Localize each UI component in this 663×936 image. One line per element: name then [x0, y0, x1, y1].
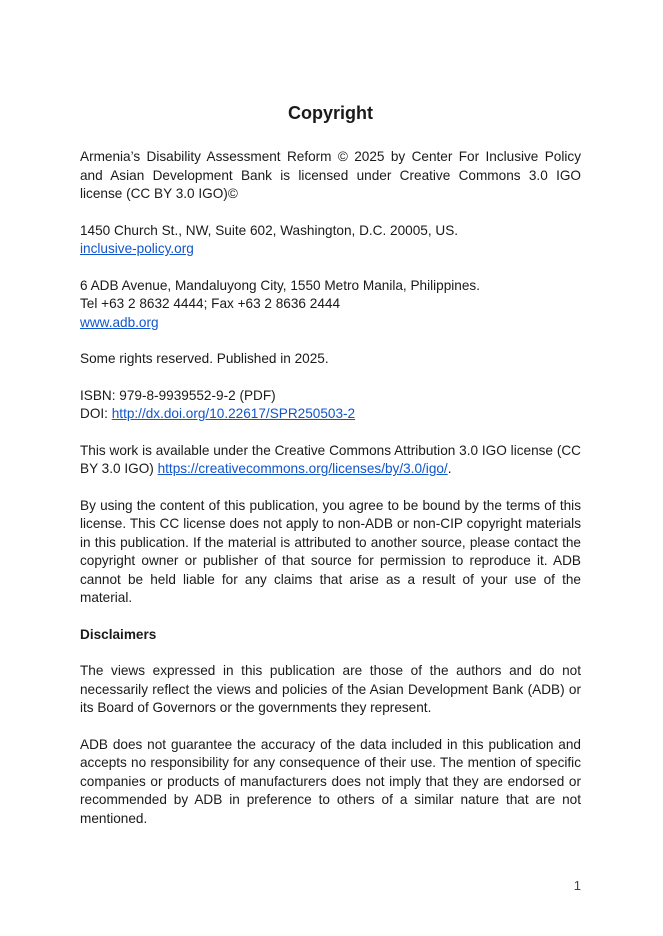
disclaimer-accuracy: ADB does not guarantee the accuracy of the data included in this publication and accepts no responsibility for any consequence of their use. The mention of specific companies or products of manufacturers does not imply that they are endorsed or recommended by ADB in preference to others of a similar nature that are not mentioned.	[80, 736, 581, 826]
cip-contact-block	[80, 222, 581, 259]
adb-contact-block	[80, 277, 581, 333]
cc-license-link[interactable]: https://creativecommons.org/licenses/by/3.0/igo/	[157, 461, 448, 476]
adb-website-link[interactable]: www.adb.org	[80, 314, 159, 330]
doi-label: DOI:	[80, 406, 112, 421]
cip-address: 1450 Church St., NW, Suite 602, Washington, D.C. 20005, US.	[80, 222, 459, 238]
doi-link[interactable]: http://dx.doi.org/10.22617/SPR250503-2	[111, 406, 356, 421]
rights-statement: Some rights reserved. Published in 2025.	[80, 351, 329, 366]
disclaimers-heading: Disclaimers	[80, 626, 157, 642]
adb-phone-fax: Tel +63 2 8632 4444; Fax +63 2 8636 2444	[80, 296, 341, 311]
availability-text: This work is available under the Creative Commons Attribution 3.0 IGO license (CC BY 3.0 IGO)	[80, 442, 581, 476]
page-title: Copyright	[288, 103, 373, 123]
availability-statement	[80, 442, 581, 479]
terms-statement: By using the content of this publication, you agree to be bound by the terms of this license. This CC license does not apply to non-ADB or non-CIP copyright materials in this publication. If the material is attributed to another source, please contact the copyright owner or publisher of that source for permission to reproduce it. ADB cannot be held liable for any claims that arise as a result of your use of the material.	[80, 497, 581, 605]
identifiers-block	[80, 387, 581, 424]
page-content	[80, 102, 581, 846]
availability-end: .	[447, 461, 452, 476]
disclaimer-views: The views expressed in this publication are those of the authors and do not necessarily reflect the views and policies of the Asian Development Bank (ADB) or its Board of Governors or the governments they represent.	[80, 663, 581, 715]
isbn: ISBN: 979-8-9939552-9-2 (PDF)	[80, 387, 276, 403]
page-number: 1	[573, 878, 581, 893]
adb-address: 6 ADB Avenue, Mandaluyong City, 1550 Metro Manila, Philippines.	[80, 277, 480, 293]
license-statement: Armenia’s Disability Assessment Reform © 2025 by Center For Inclusive Policy and Asian Development Bank is licensed under Creative Commons 3.0 IGO license (CC BY 3.0 IGO)©	[80, 149, 581, 201]
doi-line	[80, 405, 581, 424]
cip-website-link[interactable]: inclusive-policy.org	[80, 241, 194, 256]
